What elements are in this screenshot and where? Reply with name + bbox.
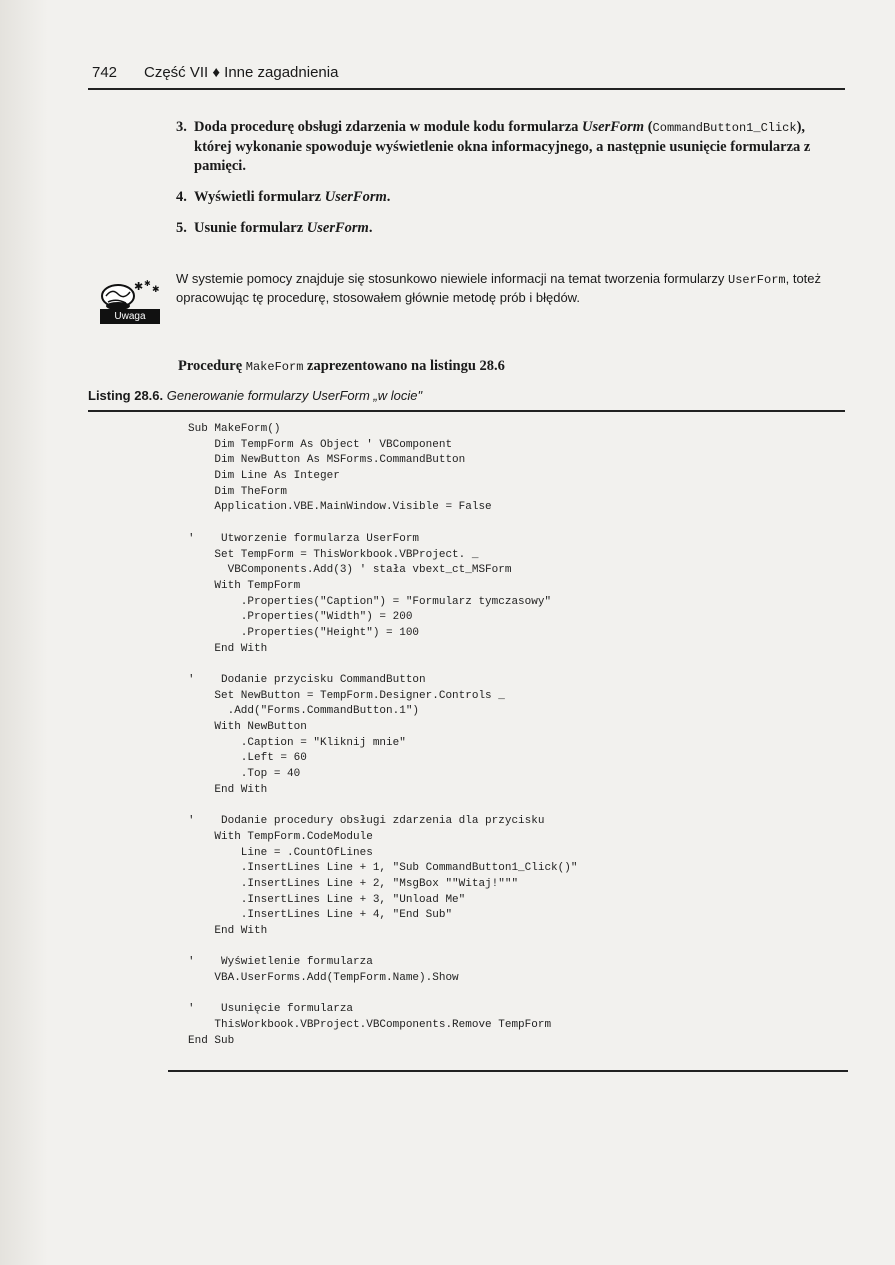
note-inline-code: UserForm xyxy=(728,273,786,287)
code-line: .InsertLines Line + 1, "Sub CommandButton1_Click()" xyxy=(188,862,578,875)
code-line: End With xyxy=(188,642,268,655)
code-line xyxy=(188,516,828,532)
step-number: 3. xyxy=(176,119,187,135)
svg-text:✱: ✱ xyxy=(152,285,160,295)
code-line: Dim Line As Integer xyxy=(188,470,340,483)
step-text-part: . xyxy=(368,220,373,236)
code-line: ' Dodanie procedury obsługi zdarzenia dla przycisku xyxy=(188,815,545,828)
code-line: Dim TheForm xyxy=(188,485,288,498)
note-icon xyxy=(96,276,166,328)
code-line: With TempForm.CodeModule xyxy=(188,830,373,843)
code-line: .InsertLines Line + 3, "Unload Me" xyxy=(188,893,466,906)
numbered-steps xyxy=(176,118,816,250)
code-line: .Caption = "Kliknij mnie" xyxy=(188,736,406,749)
step-number: 4. xyxy=(176,189,187,205)
svg-text:✱: ✱ xyxy=(144,279,151,288)
listing-title: Generowanie formularzy UserForm „w locie" xyxy=(166,388,423,403)
code-line: End Sub xyxy=(188,1034,235,1047)
code-line: Set TempForm = ThisWorkbook.VBProject. _ xyxy=(188,548,479,561)
code-line: Line = .CountOfLines xyxy=(188,846,373,859)
code-line xyxy=(188,657,828,673)
chapter-title: Część VII ♦ Inne zagadnienia xyxy=(144,64,339,81)
step-text xyxy=(194,119,810,174)
note-text xyxy=(176,270,836,307)
code-line: .Properties("Caption") = "Formularz tymczasowy" xyxy=(188,595,552,608)
page-number: 742 xyxy=(92,64,118,81)
code-line xyxy=(188,940,828,956)
code-line: ' Dodanie przycisku CommandButton xyxy=(188,674,426,686)
code-line xyxy=(188,799,828,815)
note-text-part: , toteż opracowując tę procedurę, stosowałem głównie metodę prób i błędów. xyxy=(176,271,822,305)
code-line xyxy=(188,987,828,1003)
step-text-part: ), której wykonanie spowoduje wyświetlenie okna informacyjnego, a następnie usunięcie formularza z pamięci. xyxy=(194,119,811,174)
code-line: Application.VBE.MainWindow.Visible = False xyxy=(188,501,492,514)
intro-inline-code: MakeForm xyxy=(245,360,304,374)
listing-label: Listing 28.6. xyxy=(88,388,164,403)
step-item xyxy=(176,118,816,176)
brain-sparkle-icon xyxy=(96,276,166,310)
code-line: Set NewButton = TempForm.Designer.Controls _ xyxy=(188,689,505,702)
listing-caption xyxy=(88,388,845,412)
code-line: .Add("Forms.CommandButton.1") xyxy=(188,705,420,718)
code-line: .InsertLines Line + 4, "End Sub" xyxy=(188,909,453,922)
code-line: .Left = 60 xyxy=(188,752,307,765)
code-line: .Top = 40 xyxy=(188,768,301,781)
code-line: Dim NewButton As MSForms.CommandButton xyxy=(188,454,466,467)
listing-intro xyxy=(178,358,778,375)
code-line: Sub MakeForm() xyxy=(188,423,281,435)
code-line: VBA.UserForms.Add(TempForm.Name).Show xyxy=(188,972,459,985)
step-text-part: ( xyxy=(644,119,653,135)
step-number: 5. xyxy=(176,220,187,236)
step-inline-code: CommandButton1_Click xyxy=(652,121,797,135)
code-line: ' Wyświetlenie formularza xyxy=(188,956,373,969)
code-listing xyxy=(188,422,828,1050)
code-line: End With xyxy=(188,783,268,796)
code-line: With TempForm xyxy=(188,579,301,592)
code-line: .InsertLines Line + 2, "MsgBox ""Witaj!""" xyxy=(188,877,519,890)
step-emphasis: UserForm xyxy=(306,220,369,236)
step-text xyxy=(194,189,390,205)
page-gutter-shadow xyxy=(0,0,48,1265)
step-text-part: Wyświetli formularz xyxy=(194,189,325,205)
step-item xyxy=(176,219,816,238)
intro-text-part: zaprezentowano na listingu 28.6 xyxy=(303,358,505,374)
code-line: ThisWorkbook.VBProject.VBComponents.Remove TempForm xyxy=(188,1019,552,1032)
code-line: VBComponents.Add(3) ' stała vbext_ct_MSForm xyxy=(188,564,512,577)
code-line: .Properties("Width") = 200 xyxy=(188,611,413,624)
svg-text:✱: ✱ xyxy=(134,280,144,293)
step-emphasis: UserForm xyxy=(582,119,645,135)
code-line: Dim TempForm As Object ' VBComponent xyxy=(188,438,453,451)
note-text-part: W systemie pomocy znajduje się stosunkowo niewiele informacji na temat tworzenia formularzy xyxy=(176,271,728,286)
code-line: ' Usunięcie formularza xyxy=(188,1003,354,1016)
step-text xyxy=(194,220,372,236)
step-emphasis: UserForm xyxy=(324,189,387,205)
step-text-part: Doda procedurę obsługi zdarzenia w module kodu formularza xyxy=(194,119,583,135)
intro-text-part: Procedurę xyxy=(178,358,246,374)
code-line: End With xyxy=(188,925,268,937)
note-box xyxy=(96,270,836,332)
listing-end-rule xyxy=(168,1070,848,1072)
note-icon-label: Uwaga xyxy=(100,309,160,324)
page-header xyxy=(88,62,845,90)
step-text-part: Usunie formularz xyxy=(194,220,307,236)
code-line: ' Utworzenie formularza UserForm xyxy=(188,532,420,545)
step-item xyxy=(176,188,816,207)
code-line: With NewButton xyxy=(188,721,307,734)
step-text-part: . xyxy=(386,189,391,205)
code-line: .Properties("Height") = 100 xyxy=(188,626,420,639)
